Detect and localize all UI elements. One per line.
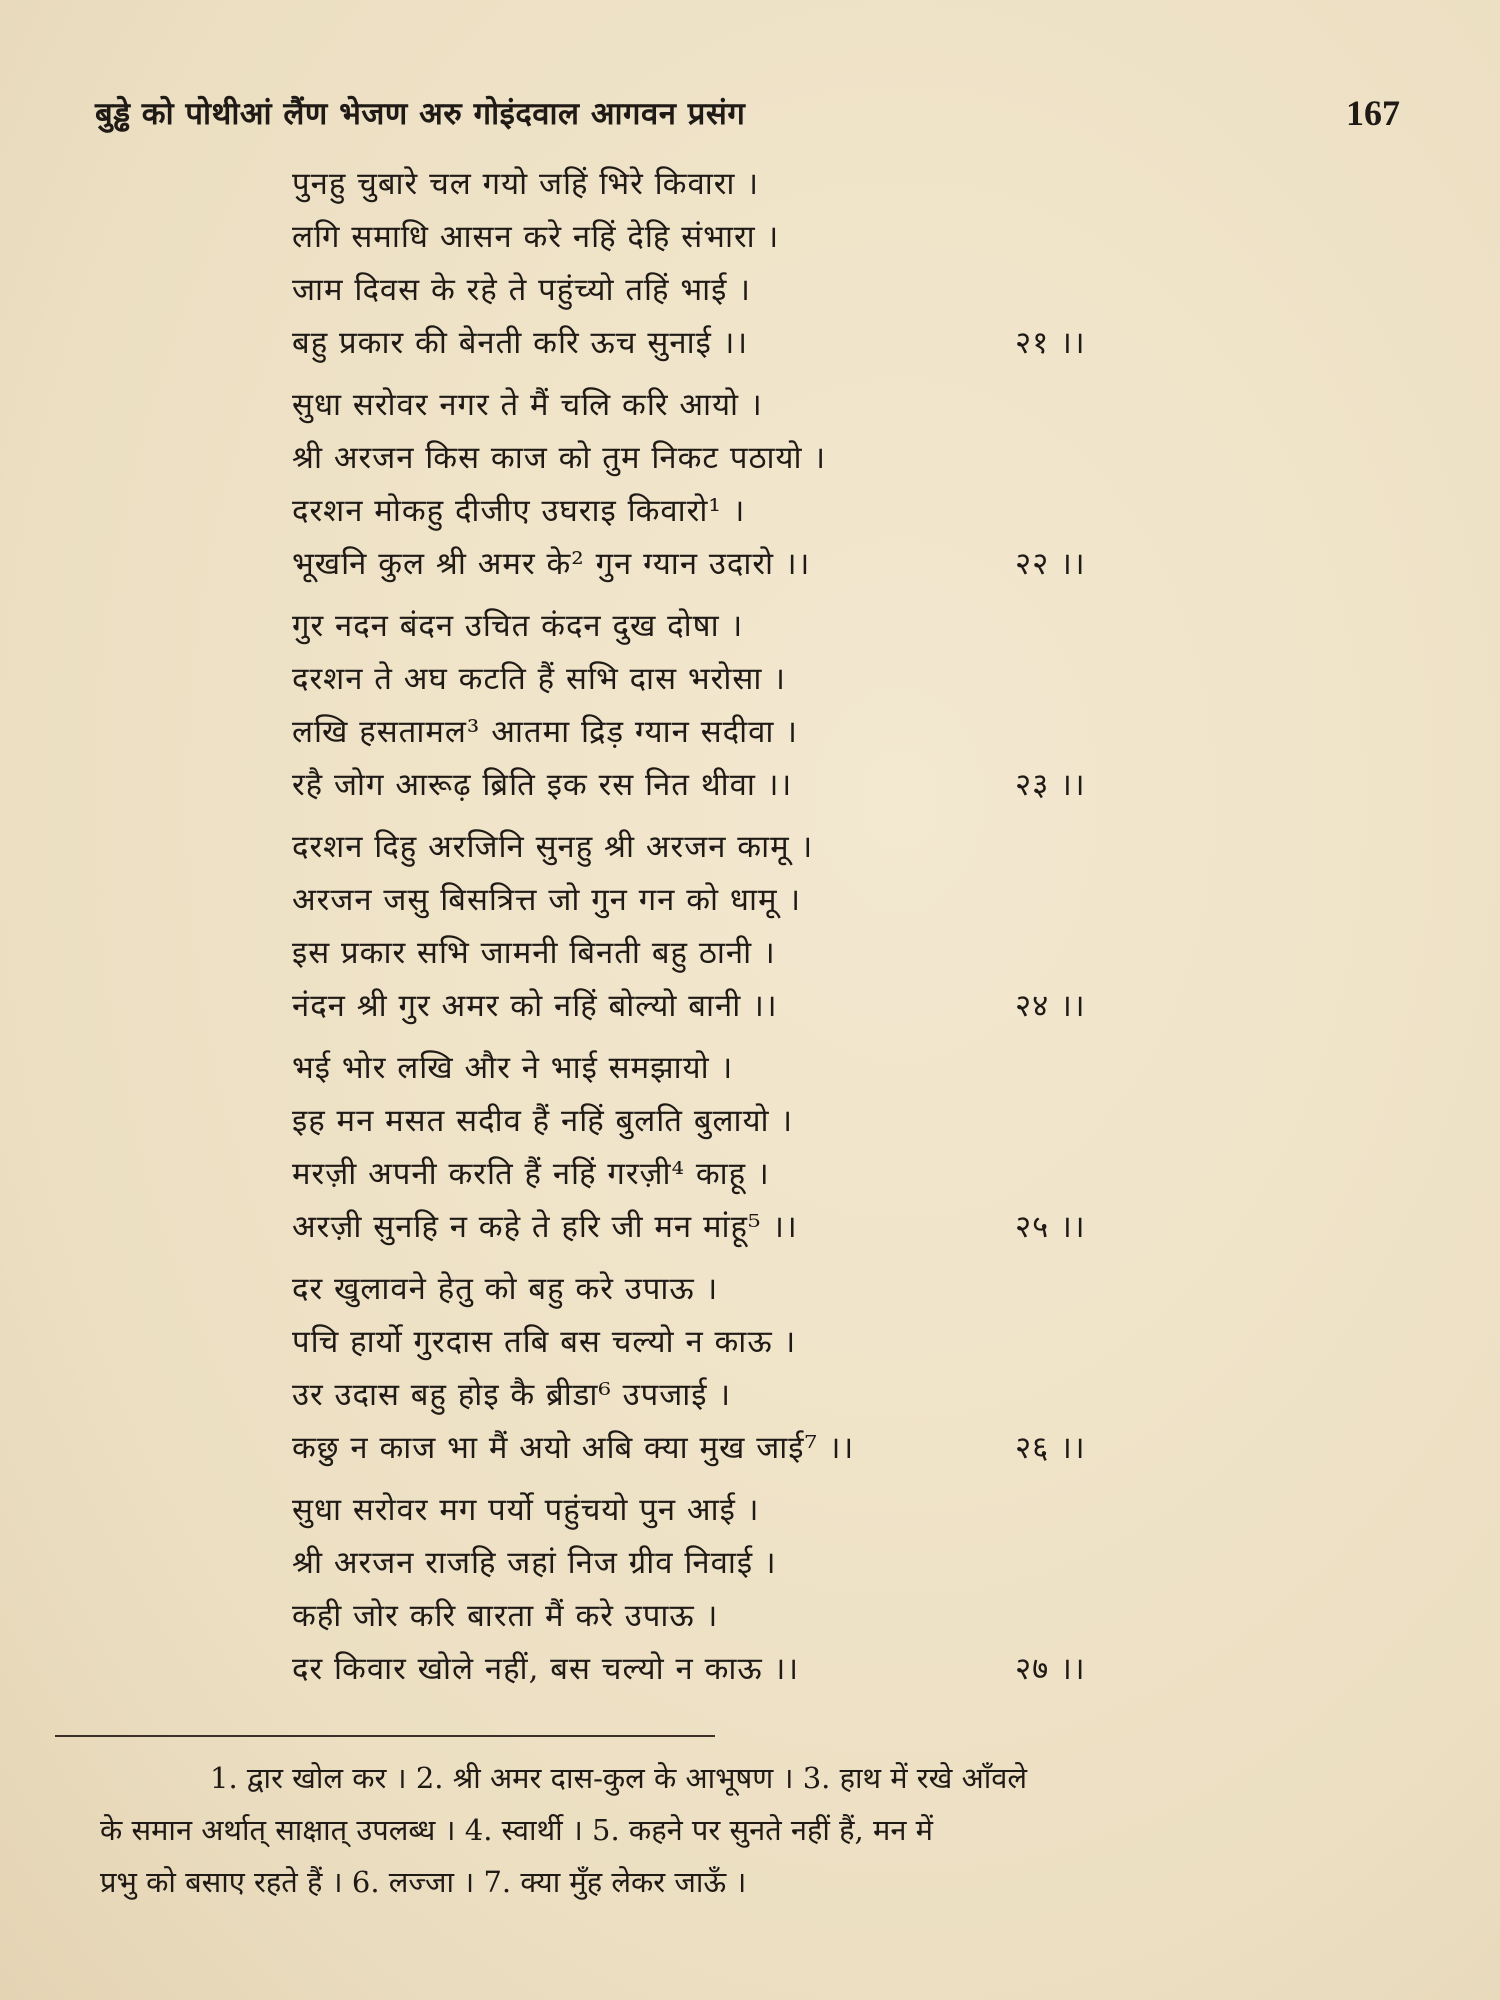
footnote-line: के समान अर्थात् साक्षात् उपलब्ध । 4. स्वार्थी । 5. कहने पर सुनते नहीं हैं, मन में: [100, 1813, 933, 1847]
verse-line: [292, 710, 1152, 763]
verse-text: नंदन श्री गुर अमर को नहिं बोल्यो बानी ।।: [292, 988, 778, 1024]
page-number: 167: [1346, 93, 1400, 133]
footnotes: [100, 1752, 1410, 1908]
verse-line: [292, 1205, 1152, 1258]
verse-text: भई भोर लखि और ने भाई समझायो ।: [292, 1050, 734, 1086]
verse-text: बहु प्रकार की बेनती करि ऊच सुनाई ।।: [292, 325, 749, 361]
verse-line: [292, 825, 1152, 878]
verse-line: [292, 321, 1152, 374]
verse-line: [292, 436, 1152, 489]
verse-line: [292, 984, 1152, 1037]
verse-line: [292, 604, 1152, 657]
verse-text: श्री अरजन किस काज को तुम निकट पठायो ।: [292, 440, 827, 476]
verse-text: इह मन मसत सदीव हैं नहिं बुलति बुलायो ।: [292, 1103, 794, 1139]
stanza: [292, 162, 1152, 374]
verse-number: २७ ।।: [1015, 1651, 1086, 1687]
page-header: [95, 88, 1400, 138]
verse-line: [292, 1320, 1152, 1373]
verse-number: २५ ।।: [1015, 1209, 1086, 1245]
footnote-line: 1. द्वार खोल कर । 2. श्री अमर दास-कुल के आभूषण । 3. हाथ में रखे आँवले: [210, 1761, 1028, 1795]
verse-line: [292, 1373, 1152, 1426]
verse-number: २२ ।।: [1015, 546, 1086, 582]
verse-number: २४ ।।: [1015, 988, 1086, 1024]
verse-body: [292, 162, 1152, 1709]
running-title: बुड्ढे को पोथीआं लैंण भेजण अरु गोइंदवाल आगवन प्रसंग: [95, 96, 746, 132]
verse-text: दरशन मोकहु दीजीए उघराइ किवारो¹ ।: [292, 493, 746, 529]
verse-line: [292, 268, 1152, 321]
verse-text: अरजन जसु बिसत्रित्त जो गुन गन को धामू ।: [292, 882, 802, 918]
verse-line: [292, 1099, 1152, 1152]
verse-text: पुनहु चुबारे चल गयो जहिं भिरे किवारा ।: [292, 166, 760, 202]
stanza: [292, 825, 1152, 1037]
verse-text: लगि समाधि आसन करे नहिं देहि संभारा ।: [292, 219, 780, 255]
verse-text: उर उदास बहु होइ कै ब्रीडा⁶ उपजाई ।: [292, 1377, 732, 1413]
verse-text: कछु न काज भा मैं अयो अबि क्या मुख जाई⁷ ।।: [292, 1430, 855, 1466]
verse-text: भूखनि कुल श्री अमर के² गुन ग्यान उदारो ।।: [292, 546, 811, 582]
verse-text: दरशन ते अघ कटति हैं सभि दास भरोसा ।: [292, 661, 786, 697]
verse-number: २१ ।।: [1015, 325, 1086, 361]
footnote-divider: [55, 1735, 715, 1737]
verse-text: लखि हसतामल³ आतमा द्रिड़ ग्यान सदीवा ।: [292, 714, 799, 750]
verse-text: जाम दिवस के रहे ते पहुंच्यो तहिं भाई ।: [292, 272, 752, 308]
verse-text: सुधा सरोवर नगर ते मैं चलि करि आयो ।: [292, 387, 763, 423]
verse-line: [292, 1152, 1152, 1205]
verse-text: दरशन दिहु अरजिनि सुनहु श्री अरजन कामू ।: [292, 829, 814, 865]
verse-text: श्री अरजन राजहि जहां निज ग्रीव निवाई ।: [292, 1545, 777, 1581]
verse-line: [292, 542, 1152, 595]
verse-line: [292, 878, 1152, 931]
verse-line: [292, 763, 1152, 816]
verse-text: मरज़ी अपनी करति हैं नहिं गरज़ी⁴ काहू ।: [292, 1156, 770, 1192]
footnote-line: प्रभु को बसाए रहते हैं । 6. लज्जा । 7. क्या मुँह लेकर जाऊँ ।: [100, 1865, 747, 1899]
verse-line: [292, 383, 1152, 436]
stanza: [292, 1267, 1152, 1479]
verse-text: अरज़ी सुनहि न कहे ते हरि जी मन मांहू⁵ ।।: [292, 1209, 798, 1245]
verse-text: सुधा सरोवर मग पर्यो पहुंचयो पुन आई ।: [292, 1492, 760, 1528]
verse-line: [292, 1488, 1152, 1541]
stanza: [292, 1046, 1152, 1258]
stanza: [292, 383, 1152, 595]
verse-line: [292, 162, 1152, 215]
verse-text: पचि हार्यो गुरदास तबि बस चल्यो न काऊ ।: [292, 1324, 797, 1360]
verse-line: [292, 931, 1152, 984]
verse-line: [292, 657, 1152, 710]
verse-line: [292, 1267, 1152, 1320]
verse-text: गुर नदन बंदन उचित कंदन दुख दोषा ।: [292, 608, 744, 644]
verse-text: रहै जोग आरूढ़ ब्रिति इक रस नित थीवा ।।: [292, 767, 793, 803]
verse-line: [292, 1426, 1152, 1479]
verse-text: दर खुलावने हेतु को बहु करे उपाऊ ।: [292, 1271, 719, 1307]
verse-text: दर किवार खोले नहीं, बस चल्यो न काऊ ।।: [292, 1651, 800, 1687]
verse-line: [292, 1647, 1152, 1700]
verse-line: [292, 489, 1152, 542]
verse-line: [292, 1046, 1152, 1099]
verse-line: [292, 1594, 1152, 1647]
stanza: [292, 604, 1152, 816]
verse-number: २६ ।।: [1015, 1430, 1086, 1466]
verse-text: कही जोर करि बारता मैं करे उपाऊ ।: [292, 1598, 719, 1634]
stanza: [292, 1488, 1152, 1700]
verse-number: २३ ।।: [1015, 767, 1086, 803]
verse-line: [292, 215, 1152, 268]
verse-text: इस प्रकार सभि जामनी बिनती बहु ठानी ।: [292, 935, 776, 971]
verse-line: [292, 1541, 1152, 1594]
